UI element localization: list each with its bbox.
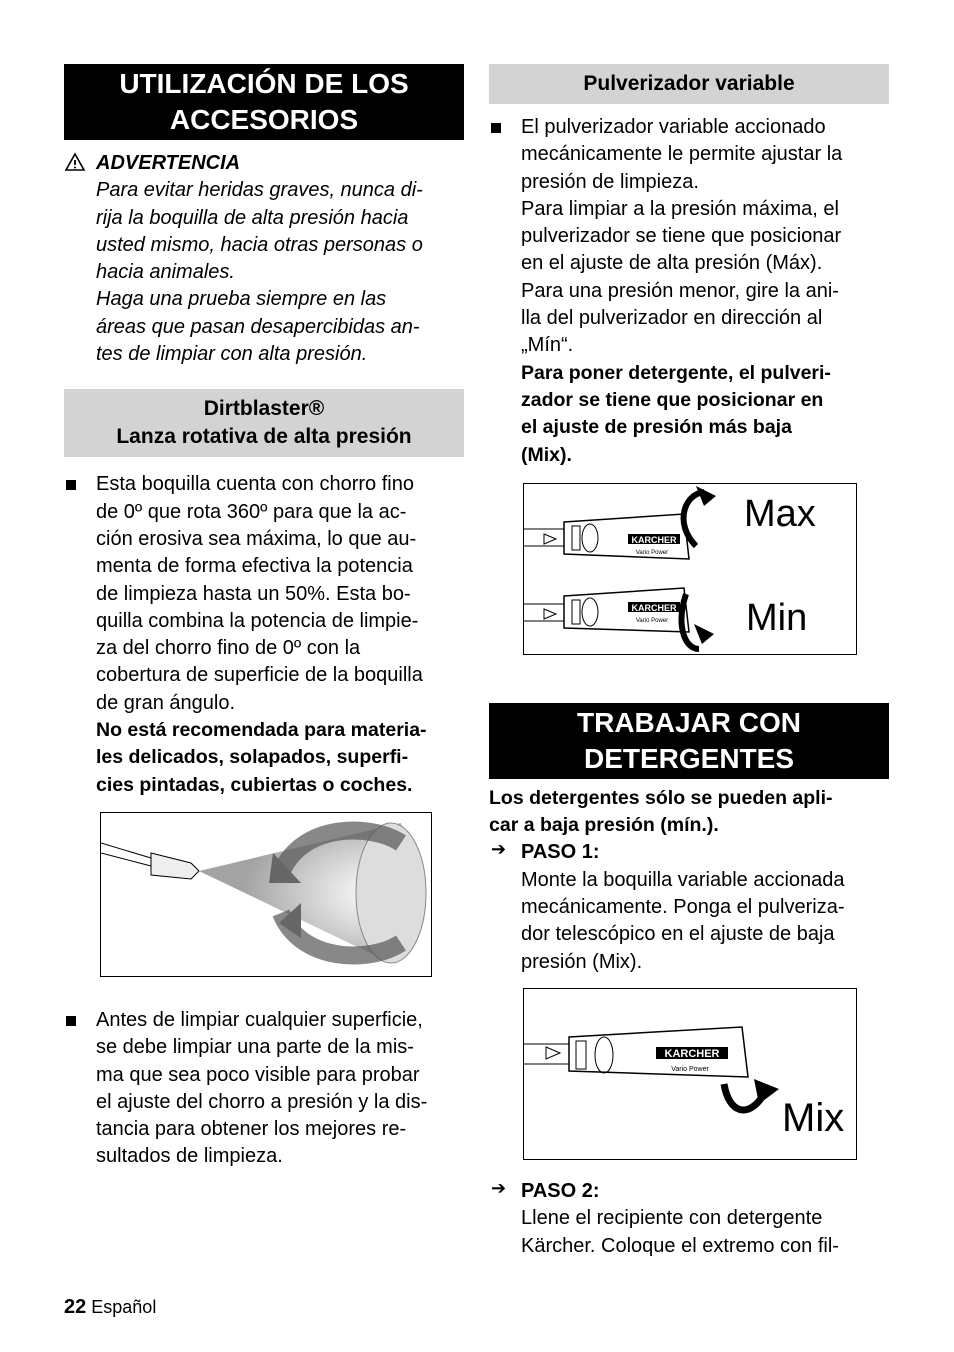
- section-title-detergentes: [489, 703, 889, 779]
- section-title-accesorios: [64, 64, 464, 140]
- model-label: Vario Power: [671, 1065, 709, 1073]
- model-label: Vario Power: [635, 549, 669, 556]
- brand-label: KARCHER: [664, 1047, 720, 1060]
- left-column: [64, 64, 464, 1171]
- intro-paragraph: Los detergentes sólo se pueden apli- car a baja presión (mín.).: [489, 786, 833, 837]
- warning-block: [64, 150, 464, 368]
- bullet-item: [489, 114, 889, 469]
- vario-power-max-min-figure: [523, 483, 857, 655]
- page-footer: [64, 1296, 156, 1319]
- warning-paragraph: Para evitar heridas graves, nunca di- rija la boquilla de alta presión hacia usted mismo, hacia otras personas o hacia animales.: [96, 179, 423, 284]
- bullet-item: [64, 1007, 464, 1171]
- dirtblaster-figure: [100, 812, 432, 977]
- bullet-text: Antes de limpiar cualquier superficie, se debe limpiar una parte de la mis- ma que sea poco visible para probar el ajuste del chorro a presión y la dis- tancia para obtener los mejores re- sultados de limpieza.: [96, 1008, 428, 1168]
- bullet-text: Esta boquilla cuenta con chorro fino de 0º que rota 360º para que la ac- ción erosiva sea máxima, lo que au- menta de forma efectiva la potencia de limpieza hasta un 50%. Esta bo- quilla combina la potencia de limpie- za del chorro fino de 0º con la cobertura de superficie de la boquilla de gran ángulo.: [96, 473, 423, 714]
- vario-power-mix-illustration: [524, 989, 856, 1159]
- step-2: [489, 1178, 889, 1260]
- page-number: 22: [64, 1296, 87, 1318]
- bold-paragraph: Para poner detergente, el pulveri- zador se tiene que posicionar en el ajuste de presión más baja (Mix).: [521, 361, 831, 466]
- subhead-line: Dirtblaster®: [203, 397, 325, 421]
- step-text: Monte la boquilla variable accionada mecánicamente. Ponga el pulveriza- dor telescópico en el ajuste de baja presión (Mix).: [521, 868, 845, 973]
- language-label: Español: [91, 1297, 157, 1317]
- title-line: ACCESORIOS: [169, 104, 359, 135]
- brand-label: KARCHER: [631, 534, 677, 545]
- warning-triangle-icon: [64, 152, 86, 172]
- paragraph: Para limpiar a la presión máxima, el pulverizador se tiene que posicionar en el ajuste de alta presión (Máx). Para una presión menor, gire la ani- lla del pulverizador en dirección al „Mín“.: [521, 197, 842, 357]
- warning-heading: ADVERTENCIA: [96, 152, 241, 174]
- step-label: PASO 1:: [521, 841, 600, 864]
- max-label: Max: [744, 492, 816, 535]
- subsection-title-pulverizador: Pulverizador variable: [489, 64, 889, 104]
- mix-label: Mix: [782, 1095, 845, 1140]
- subhead-line: Lanza rotativa de alta presión: [116, 425, 412, 449]
- min-label: Min: [746, 596, 808, 639]
- title-line: DETERGENTES: [583, 742, 795, 774]
- subsection-title-dirtblaster: [64, 389, 464, 457]
- bullet-text: El pulverizador variable accionado mecánicamente le permite ajustar la presión de limpieza.: [521, 116, 843, 193]
- arrow-right-icon: ➔: [491, 1177, 507, 1198]
- step-text: Llene el recipiente con detergente Kärcher. Coloque el extremo con fil-: [521, 1207, 839, 1257]
- step-1: [489, 839, 889, 975]
- vario-power-illustration: [524, 484, 856, 654]
- bullet-warning-text: No está recomendada para materia- les delicados, solapados, superfi- cies pintadas, cubiertas o coches.: [96, 719, 427, 796]
- warning-paragraph: Haga una prueba siempre en las áreas que pasan desapercibidas an- tes de limpiar con alta presión.: [96, 288, 420, 366]
- dirtblaster-illustration: [101, 813, 431, 976]
- title-line: TRABAJAR CON: [577, 706, 801, 738]
- vario-power-mix-figure: [523, 988, 857, 1160]
- step-label: PASO 2:: [521, 1179, 600, 1202]
- bullet-item: [64, 471, 464, 799]
- arrow-right-icon: ➔: [491, 839, 507, 860]
- model-label: Vario Power: [635, 617, 669, 624]
- right-column: [489, 64, 889, 1260]
- title-line: UTILIZACIÓN DE LOS: [119, 68, 409, 99]
- brand-label: KARCHER: [631, 602, 677, 613]
